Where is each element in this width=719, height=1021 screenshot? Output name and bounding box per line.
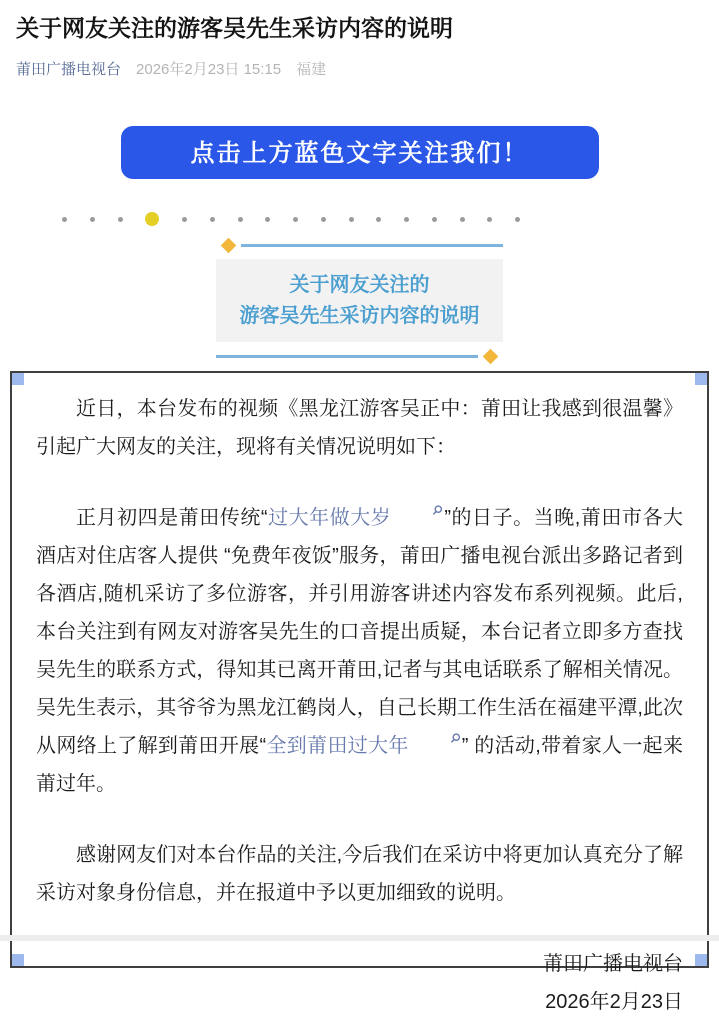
selection-handle-bottom-right[interactable] xyxy=(695,954,707,966)
selection-handle-top-right[interactable] xyxy=(695,373,707,385)
gray-dot xyxy=(62,217,67,222)
section-header xyxy=(216,238,503,363)
gray-dot xyxy=(118,217,123,222)
inline-search-link-2[interactable] xyxy=(266,735,462,757)
gray-dot xyxy=(210,217,215,222)
bottom-strip xyxy=(0,935,719,941)
diamond-icon xyxy=(221,237,237,253)
paragraph-2-text-mid: ”的日子。当晚,莆田市各大酒店对住店客人提供 “免费年夜饭”服务，莆田广播电视台派出多路记者到各酒店,随机采访了多位游客，并引用游客讲述内容发布系列视频。此后,本台关注到有网友对游客吴先生的口音提出质疑，本台记者立即多方查找吴先生的联系方式，得知其已离开莆田,记者与其电话联系了解相关情况。吴先生表示，其爷爷为黑龙江鹤岗人，自己长期工作生活在福建平潭,此次从网络上了解到莆田开展“ xyxy=(36,507,684,757)
paragraph-1-text: 近日，本台发布的视频《黑龙江游客吴正中：莆田让我感到很温馨》引起广大网友的关注，现将有关情况说明如下： xyxy=(36,398,683,458)
gray-dot xyxy=(349,217,354,222)
gray-dot xyxy=(90,217,95,222)
paragraph-1 xyxy=(36,390,683,466)
section-title-line2: 游客吴先生采访内容的说明 xyxy=(239,305,480,327)
paragraph-2-text-post: ” 的活动,带着家人一起来莆过年。 xyxy=(36,735,683,795)
selection-handle-top-left[interactable] xyxy=(12,373,24,385)
paragraph-2-text-pre: 正月初四是莆田传统“ xyxy=(76,507,268,529)
gray-dot xyxy=(321,217,326,222)
signature-date: 2026年2月23日 xyxy=(545,991,683,1013)
gray-dot xyxy=(404,217,409,222)
page-title: 关于网友关注的游客吴先生采访内容的说明 xyxy=(16,15,453,41)
paragraph-2 xyxy=(36,499,683,803)
inline-search-link-2-text: 全到莆田过大年 xyxy=(266,735,409,757)
paragraph-3 xyxy=(36,836,683,912)
byline-source-link[interactable]: 莆田广播电视台 xyxy=(16,61,122,78)
section-title-box xyxy=(216,259,503,342)
decor-line xyxy=(216,355,478,358)
search-ref-icon xyxy=(410,733,461,744)
gray-dot xyxy=(487,217,492,222)
diamond-icon xyxy=(483,348,499,364)
gray-dot xyxy=(265,217,270,222)
byline xyxy=(16,58,703,79)
byline-location: 福建 xyxy=(296,61,327,78)
dots-divider xyxy=(62,212,520,226)
byline-datetime: 2026年2月23日 15:15 xyxy=(136,61,282,78)
decor-line xyxy=(241,244,503,247)
inline-search-link-1[interactable] xyxy=(268,507,445,529)
signature-name: 莆田广播电视台 xyxy=(543,953,683,975)
gray-dot xyxy=(293,217,298,222)
selection-handle-bottom-left[interactable] xyxy=(12,954,24,966)
gray-dot xyxy=(460,217,465,222)
section-title-line1: 关于网友关注的 xyxy=(289,274,430,296)
decor-row-bottom xyxy=(216,349,503,363)
signature-block xyxy=(36,945,683,1021)
follow-us-button[interactable]: 点击上方蓝色文字关注我们！ xyxy=(121,126,599,179)
gray-dot xyxy=(376,217,381,222)
gray-dot xyxy=(515,217,520,222)
statement-text-box xyxy=(10,371,709,1013)
yellow-dot xyxy=(145,212,159,226)
search-ref-icon xyxy=(392,505,443,516)
inline-search-link-1-text: 过大年做大岁 xyxy=(267,507,392,529)
gray-dot xyxy=(432,217,437,222)
paragraph-3-text: 感谢网友们对本台作品的关注,今后我们在采访中将更加认真充分了解采访对象身份信息，并在报道中予以更加细致的说明。 xyxy=(36,844,683,904)
gray-dot xyxy=(182,217,187,222)
decor-row-top xyxy=(216,238,503,252)
article-header xyxy=(0,0,719,79)
gray-dot xyxy=(238,217,243,222)
